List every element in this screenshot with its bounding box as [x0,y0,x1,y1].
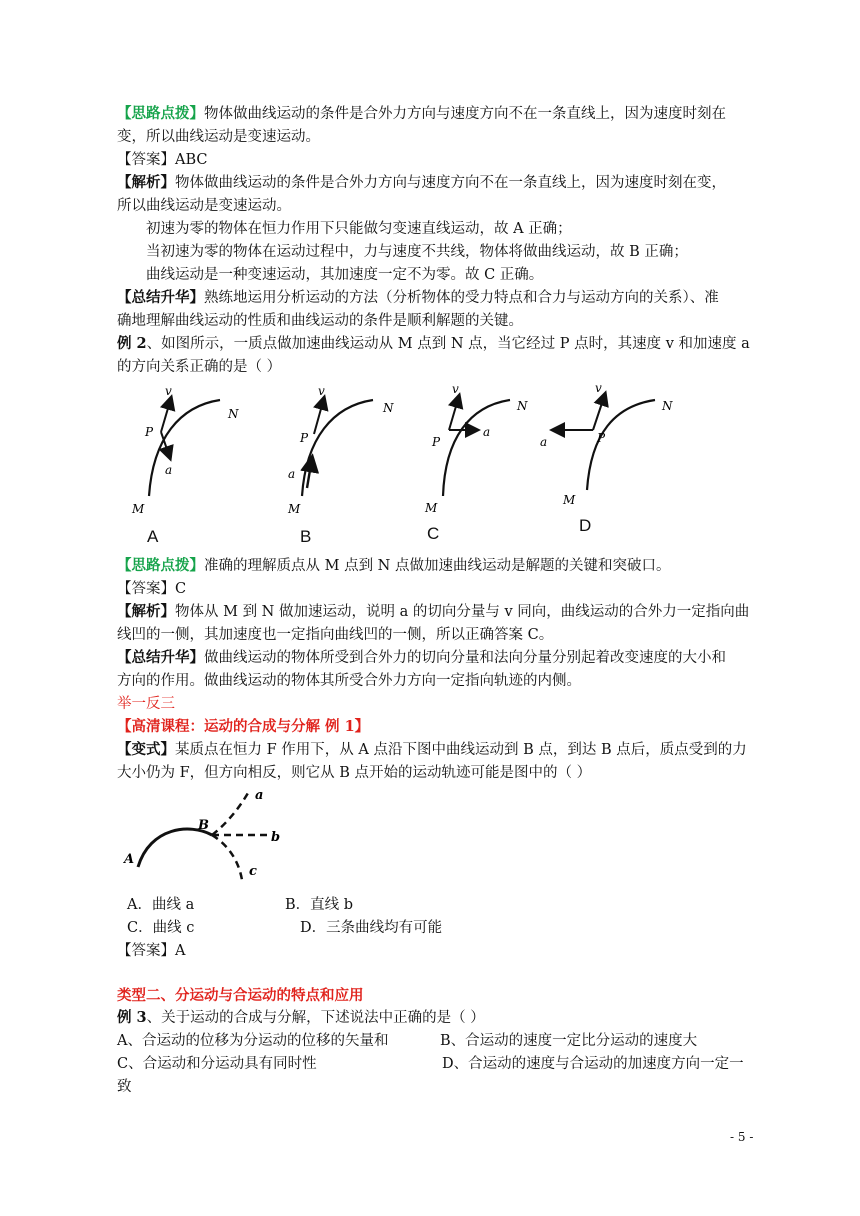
label-point-b: B [198,818,209,833]
ex3-text: 、关于运动的合成与分解，下述说法中正确的是（ ） [146,1010,485,1026]
variant-question-line1 [117,740,767,760]
label-m: M [425,501,438,515]
label-p: P [597,431,606,445]
ex2-answer: 【答案】C [117,581,187,597]
analysis-text: 物体从 M 到 N 做加速运动，说明 a 的切向分量与 v 同向，曲线运动的合外力一定指向曲 [175,604,750,620]
label-p: P [145,425,154,439]
variant-option-a: A．曲线 a [127,897,195,913]
label-n: N [383,401,394,415]
ex1-point-c: 曲线运动是一种变速运动，其加速度一定不为零。故 C 正确。 [146,267,544,283]
ex2-question-line1 [117,334,767,354]
option-b-label: B [300,527,312,546]
label-a: a [540,435,548,449]
label-a: a [165,463,173,477]
ex1-summary-line2: 确地理解曲线运动的性质和曲线运动的条件是顺利解题的关键。 [117,313,523,329]
variant-question-line2: 大小仍为 F，但方向相反，则它从 B 点开始的运动轨迹可能是图中的（ ） [117,765,592,781]
label-n: N [662,399,673,413]
variant-diagram [120,785,290,890]
ex1-point-a: 初速为零的物体在恒力作用下只能做匀变速直线运动，故 A 正确； [146,221,572,237]
hint-tag: 【思路点拨】 [117,557,204,574]
type2-heading: 类型二、分运动与合运动的特点和应用 [117,987,364,1004]
label-v: v [452,382,459,396]
ex3-question [117,1008,767,1028]
label-c: c [249,864,257,879]
ex3-option-a: A、合运动的位移为分运动的位移的矢量和 [117,1033,389,1049]
label-v: v [318,384,325,398]
option-a-label: A [147,527,159,546]
ex3-option-d: D、合运动的速度与合运动的加速度方向一定一 [442,1056,744,1072]
label-v: v [165,384,172,398]
analysis-text: 物体做曲线运动的条件是合外力方向与速度方向不在一条直线上，因为速度时刻在变， [175,175,726,191]
ex2-diagrams [125,378,695,548]
variant-text: 某质点在恒力 F 作用下，从 A 点沿下图中曲线运动到 B 点，到达 B 点后，质点受到的力 [175,742,747,758]
ex3-option-c: C、合运动和分运动具有同时性 [117,1056,317,1072]
ex1-point-b: 当初速为零的物体在运动过程中，力与速度不共线，物体将做曲线运动，故 B 正确； [146,244,688,260]
ex2-summary-line1 [117,648,767,668]
ex3-option-d-cont: 致 [117,1079,132,1095]
diagram-b [287,384,394,516]
label-m: M [288,502,301,516]
hint-text: 物体做曲线运动的条件是合外力方向与速度方向不在一条直线上，因为速度时刻在 [204,106,726,122]
course-heading: 【高清课程：运动的合成与分解 例 1】 [117,718,370,735]
variant-option-b: B．直线 b [285,897,354,913]
summary-text: 做曲线运动的物体所受到合外力的切向分量和法向分量分别起着改变速度的大小和 [204,650,726,666]
label-a: a [483,425,491,439]
ex1-hint-line1 [117,104,767,124]
label-b: b [271,830,281,845]
label-p: P [300,431,309,445]
label-a: a [288,467,296,481]
ex2-analysis-line2: 线凹的一侧，其加速度也一定指向曲线凹的一侧，所以正确答案 C。 [117,627,554,643]
ex3-tag: 例 3 [117,1009,147,1026]
ex1-analysis-line2: 所以曲线运动是变速运动。 [117,198,291,214]
summary-tag: 【总结升华】 [117,289,204,306]
ex2-analysis-line1 [117,602,767,622]
ex1-summary-line1 [117,288,767,308]
section-heading: 举一反三 [117,696,175,712]
label-n: N [517,399,528,413]
label-a: a [255,788,264,803]
ex3-option-b: B、合运动的速度一定比分运动的速度大 [440,1033,698,1049]
diagram-c [424,382,528,515]
label-m: M [563,493,576,507]
label-v: v [595,381,602,395]
ex2-question-line2: 的方向关系正确的是（ ） [117,359,282,375]
ex2-summary-line2: 方向的作用。做曲线运动的物体其所受合外力方向一定指向轨迹的内侧。 [117,673,581,689]
label-n: N [228,407,239,421]
label-p: P [432,435,441,449]
analysis-tag: 【解析】 [117,603,175,620]
variant-answer: 【答案】A [117,943,186,959]
ex2-hint [117,556,767,576]
ex2-tag: 例 2 [117,335,147,352]
label-point-a: A [124,852,135,867]
ex1-analysis-line1 [117,173,767,193]
ex1-hint-line2: 变，所以曲线运动是变速运动。 [117,129,320,145]
diagram-d [540,381,673,507]
diagram-a [131,384,239,516]
variant-option-d: D．三条曲线均有可能 [300,920,443,936]
hint-text: 准确的理解质点从 M 点到 N 点做加速曲线运动是解题的关键和突破口。 [204,558,671,574]
ex2-question-text: 、如图所示，一质点做加速曲线运动从 M 点到 N 点，当它经过 P 点时，其速度 v 和加速度 a [146,336,750,352]
summary-tag: 【总结升华】 [117,649,204,666]
variant-tag: 【变式】 [117,741,175,758]
hint-tag: 【思路点拨】 [117,105,204,122]
variant-option-c: C．曲线 c [127,920,195,936]
summary-text: 熟练地运用分析运动的方法（分析物体的受力特点和合力与运动方向的关系）、准 [204,290,719,306]
label-m: M [132,502,145,516]
analysis-tag: 【解析】 [117,174,175,191]
ex1-answer: 【答案】ABC [117,152,208,168]
option-d-label: D [579,516,592,535]
page-number: - 5 - [730,1130,754,1144]
option-c-label: C [427,524,440,543]
